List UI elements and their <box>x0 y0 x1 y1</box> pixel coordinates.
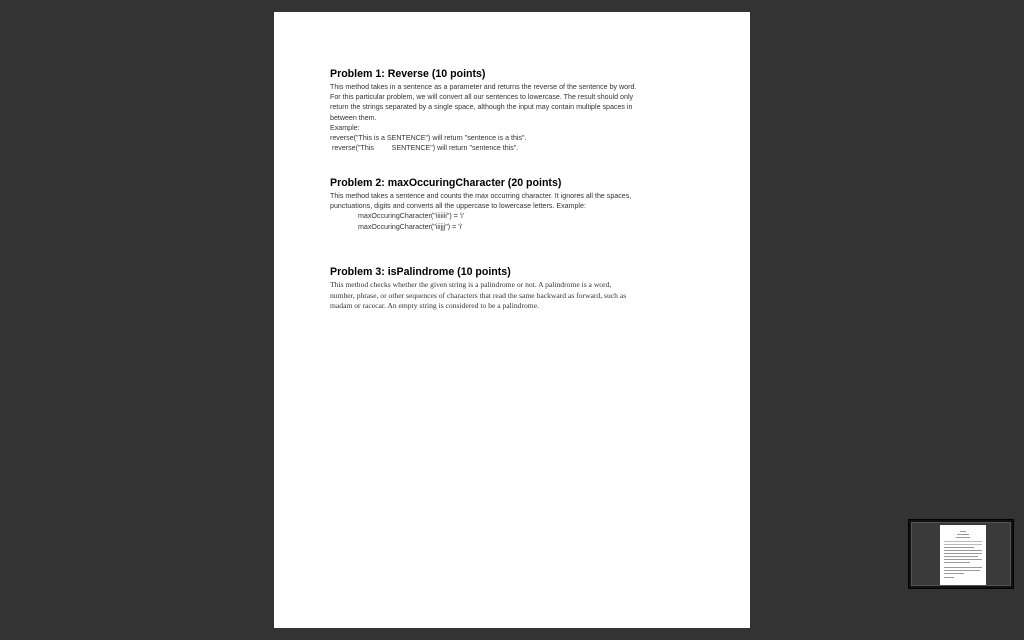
thumbnail-text-line <box>944 547 974 548</box>
problem-2-line: This method takes a sentence and counts the max occurring character. It ignores all the spaces, <box>330 192 632 200</box>
thumbnail-text-line <box>944 541 982 542</box>
thumbnail-text-line <box>944 556 978 557</box>
problem-2-body <box>330 191 690 232</box>
thumbnail-text-line <box>944 550 982 551</box>
thumbnail-text-line <box>944 577 954 578</box>
thumbnail-text-line <box>960 531 966 532</box>
problem-1-section <box>330 68 690 153</box>
problem-2-example: maxOccuringCharacter("iiijjj") = 'i' <box>358 222 463 231</box>
thumbnail-text-line <box>944 573 964 574</box>
thumbnail-text-line <box>956 537 970 538</box>
thumbnail-page[interactable] <box>940 525 986 585</box>
problem-1-example: reverse("This SENTENCE") will return "sentence this". <box>330 144 519 153</box>
problem-1-line: return the strings separated by a single space, although the input may contain multiple spaces in <box>330 103 633 112</box>
thumbnail-text-line <box>944 567 982 568</box>
problem-2-heading: Problem 2: maxOccuringCharacter (20 points) <box>330 177 562 189</box>
thumbnail-text-line <box>944 570 980 571</box>
problem-1-line: between them. <box>330 113 377 122</box>
problem-2-section <box>330 177 690 232</box>
problem-3-body <box>330 280 692 312</box>
problem-2-line: punctuations, digits and converts all the uppercase to lowercase letters. Example: <box>330 202 586 211</box>
thumbnail-text-line <box>944 553 982 554</box>
problem-1-line: This method takes in a sentence as a parameter and returns the reverse of the sentence by word. <box>330 83 637 91</box>
problem-2-example: maxOccuringCharacter("iiiiiii") = 'i' <box>358 212 465 221</box>
problem-1-line: For this particular problem, we will convert all our sentences to lowercase. The result should only <box>330 93 634 102</box>
thumbnail-text-line <box>944 559 982 560</box>
problem-3-line: madam or racecar. An empty string is considered to be a palindrome. <box>330 301 539 311</box>
problem-3-line: number, phrase, or other sequences of characters that read the same backward as forward, such as <box>330 290 627 300</box>
problem-1-body <box>330 82 690 153</box>
problem-1-example: reverse("This is a SENTENCE") will return "sentence is a this". <box>330 134 527 143</box>
problem-1-heading: Problem 1: Reverse (10 points) <box>330 68 486 80</box>
page-thumbnail-navigator[interactable] <box>908 519 1014 589</box>
thumbnail-viewport[interactable] <box>911 522 1011 586</box>
document-page <box>274 12 750 628</box>
thumbnail-text-line <box>944 544 982 545</box>
problem-3-heading: Problem 3: isPalindrome (10 points) <box>330 266 511 278</box>
thumbnail-text-line <box>944 562 970 563</box>
problem-3-section <box>330 266 690 312</box>
problem-1-example-label: Example: <box>330 123 360 132</box>
thumbnail-text-line <box>957 534 969 535</box>
problem-3-line: This method checks whether the given string is a palindrome or not. A palindrome is a word, <box>330 280 612 289</box>
